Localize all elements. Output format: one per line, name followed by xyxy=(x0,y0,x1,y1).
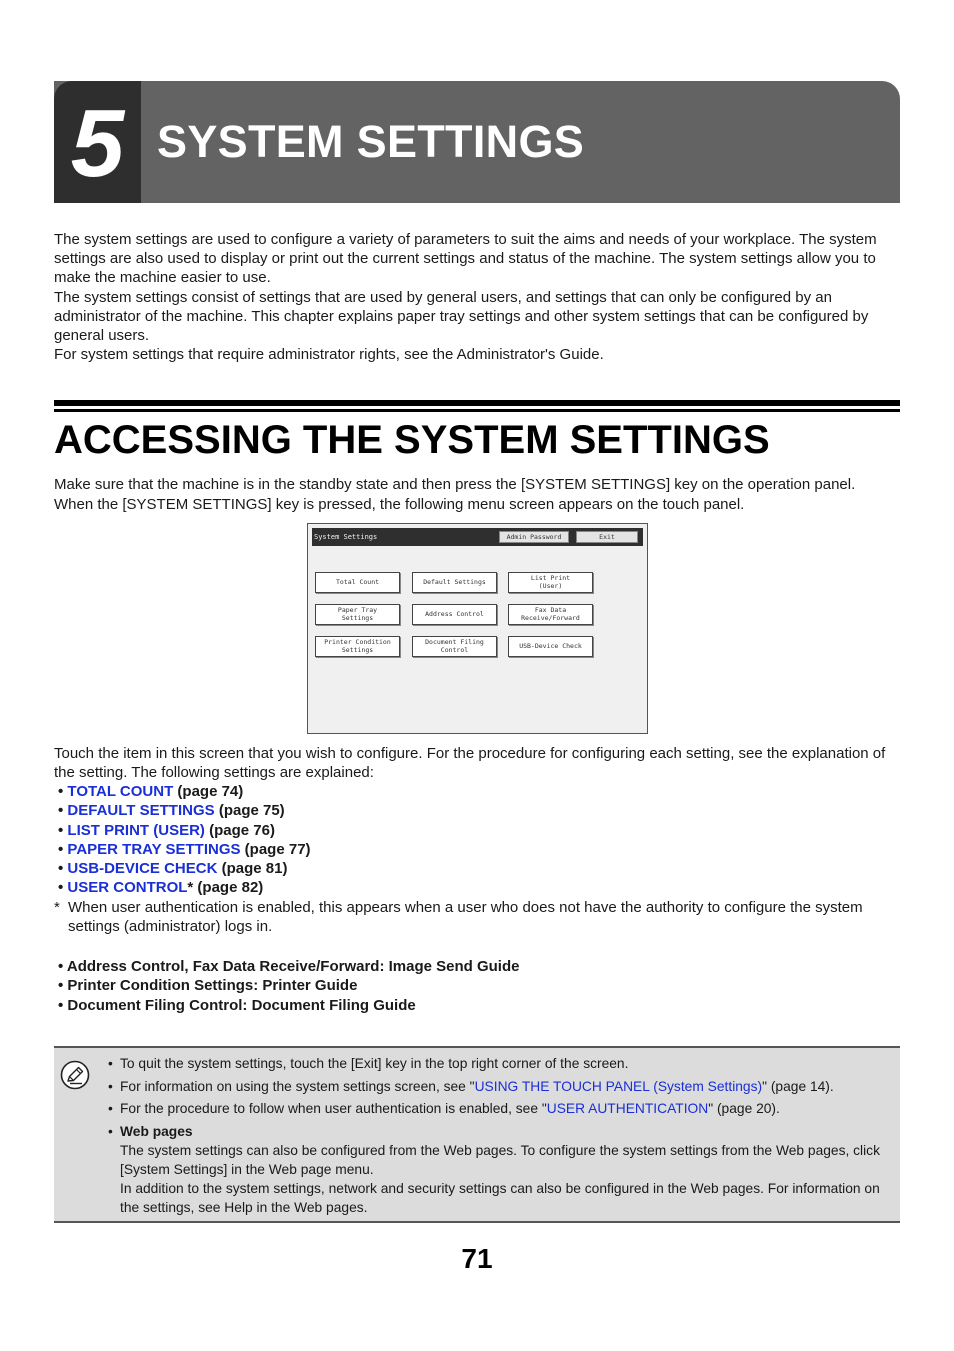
user-control-link[interactable]: USER CONTROL xyxy=(67,879,188,897)
guide-item: • Address Control, Fax Data Receive/Forward: Image Send Guide xyxy=(58,958,520,975)
total-count-button[interactable]: Total Count xyxy=(315,572,400,593)
section-rule-thin xyxy=(54,409,900,412)
section-rule-thick xyxy=(54,400,900,406)
chapter-title: SYSTEM SETTINGS xyxy=(157,116,585,167)
footnote xyxy=(54,898,884,936)
page-ref: (page 76) xyxy=(204,821,275,839)
exit-button[interactable]: Exit xyxy=(576,531,638,543)
settings-list xyxy=(58,782,311,898)
list-item xyxy=(58,878,311,897)
document-filing-control-button[interactable]: Document Filing Control xyxy=(412,636,497,657)
guide-item: • Document Filing Control: Document Filing Guide xyxy=(58,996,416,1014)
note-list xyxy=(108,1054,892,1220)
screen-title: System Settings xyxy=(314,533,378,541)
printer-condition-settings-button[interactable]: Printer Condition Settings xyxy=(315,636,400,657)
page-number: 71 xyxy=(461,1243,493,1274)
list-item xyxy=(58,859,311,878)
total-count-link[interactable]: TOTAL COUNT xyxy=(67,783,174,800)
system-settings-screen-figure xyxy=(307,523,648,734)
page-ref: (page 74) xyxy=(173,783,244,800)
list-print-user-link[interactable]: LIST PRINT (USER) xyxy=(67,821,205,839)
list-item xyxy=(58,782,311,801)
note-text: In addition to the system settings, network and security settings can also be configured in the Web pages. For information on the settings, see Help in the Web pages. xyxy=(120,1180,880,1215)
note-text: " (page 14). xyxy=(762,1078,834,1094)
note-text: For information on using the system settings screen, see " xyxy=(120,1078,475,1094)
intro-paragraph-3: For system settings that require administrator rights, see the Administrator's Guide. xyxy=(54,346,604,364)
page-ref: (page 77) xyxy=(240,840,311,858)
fax-data-receive-forward-button[interactable]: Fax Data Receive/Forward xyxy=(508,604,593,625)
intro-paragraph-2: The system settings consist of settings that are used by general users, and settings that can only be configured by an administrator of the machine. This chapter explains paper tray settings and other system settings that can be configured by general users. xyxy=(54,288,869,345)
intro-paragraph-1: The system settings are used to configure a variety of parameters to suit the aims and needs of your workplace. The system settings are also used to display or print out the current settings and status of the machine. The system settings allow you to make the machine easier to use. xyxy=(54,231,877,287)
note-text: The system settings can also be configured from the Web pages. To configure the system settings from the Web pages, click [System Settings] in the Web page menu. xyxy=(120,1142,880,1177)
paper-tray-settings-link[interactable]: PAPER TRAY SETTINGS xyxy=(67,840,241,858)
guide-item: • Printer Condition Settings: Printer Guide xyxy=(58,977,358,995)
default-settings-link[interactable]: DEFAULT SETTINGS xyxy=(67,802,215,820)
page-ref: (page 75) xyxy=(214,802,285,820)
pencil-note-icon xyxy=(60,1060,90,1090)
bullet: • xyxy=(58,802,68,820)
note-text: For the procedure to follow when user authentication is enabled, see " xyxy=(120,1101,547,1117)
bullet: • xyxy=(58,860,68,878)
paper-tray-settings-button[interactable]: Paper Tray Settings xyxy=(315,604,400,625)
using-touch-panel-link[interactable]: USING THE TOUCH PANEL (System Settings) xyxy=(474,1078,763,1094)
note-item: • To quit the system settings, touch the [Exit] key in the top right corner of the screen. xyxy=(108,1054,892,1073)
section-title: ACCESSING THE SYSTEM SETTINGS xyxy=(54,418,770,462)
section-paragraph-3: Touch the item in this screen that you wish to configure. For the procedure for configuring each setting, see the explanation of the setting. The following settings are explained: xyxy=(54,745,886,782)
list-item xyxy=(58,840,311,859)
intro-text xyxy=(54,230,902,364)
screen-title-bar xyxy=(312,528,643,546)
address-control-button[interactable]: Address Control xyxy=(412,604,497,625)
default-settings-button[interactable]: Default Settings xyxy=(412,572,497,593)
usb-device-check-link[interactable]: USB-DEVICE CHECK xyxy=(67,860,218,878)
note-text: " (page 20). xyxy=(708,1101,780,1117)
note-box xyxy=(54,1046,900,1223)
page-ref: (page 81) xyxy=(217,860,288,878)
section-paragraph-2: When the [SYSTEM SETTINGS] key is pressed, the following menu screen appears on the touch panel. xyxy=(54,496,745,513)
bullet: • xyxy=(58,840,68,858)
note-item xyxy=(108,1077,892,1096)
list-print-user-button[interactable]: List Print (User) xyxy=(508,572,593,593)
page-ref: * (page 82) xyxy=(187,879,264,897)
guide-references xyxy=(58,957,519,1015)
footnote-text: When user authentication is enabled, this appears when a user who does not have the authority to configure the system settings (administrator) logs in. xyxy=(68,899,863,936)
footnote-marker: * xyxy=(54,899,60,916)
list-item xyxy=(58,821,311,840)
usb-device-check-button[interactable]: USB-Device Check xyxy=(508,636,593,657)
note-item xyxy=(108,1099,892,1118)
bullet: • xyxy=(58,783,68,800)
list-item xyxy=(58,801,311,820)
chapter-number: 5 xyxy=(70,90,125,197)
bullet: • xyxy=(58,821,68,839)
note-item xyxy=(108,1122,892,1217)
note-item-title: • Web pages xyxy=(120,1123,193,1139)
user-authentication-link[interactable]: USER AUTHENTICATION xyxy=(546,1101,709,1117)
bullet: • xyxy=(58,879,68,897)
admin-password-button[interactable]: Admin Password xyxy=(499,531,569,543)
section-paragraph-1: Make sure that the machine is in the standby state and then press the [SYSTEM SETTINGS] key on the operation panel. xyxy=(54,476,856,493)
